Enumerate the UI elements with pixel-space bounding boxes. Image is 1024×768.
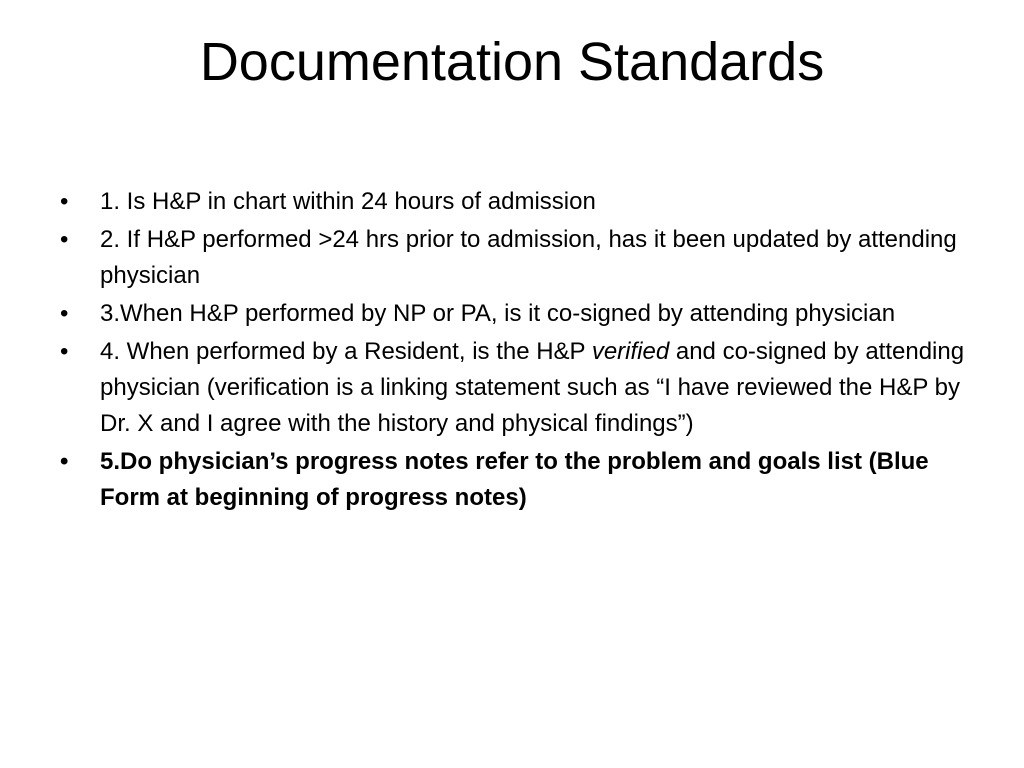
bullet-text	[100, 338, 964, 437]
slide-title: Documentation Standards	[199, 32, 825, 92]
bullet-item-3	[54, 296, 974, 332]
bullet-text: 1. Is H&P in chart within 24 hours of admission	[100, 188, 596, 215]
bullet-list	[54, 184, 974, 518]
bullet-text-start: 4. When performed by a Resident, is the H&P	[100, 338, 592, 365]
bullet-text: 5.Do physician’s progress notes refer to the problem and goals list (Blue Form at beginning of progress notes)	[100, 448, 929, 511]
bullet-marker: •	[60, 300, 69, 327]
bullet-item-2	[54, 222, 974, 294]
bullet-marker: •	[60, 226, 69, 253]
bullet-marker: •	[60, 188, 69, 215]
bullet-marker: •	[60, 448, 69, 475]
bullet-text-end: and co-signed by attending physician (verification is a linking statement such as “I have reviewed the H&P by Dr. X and I agree with the history and physical findings”)	[100, 338, 965, 437]
bullet-item-5	[54, 444, 974, 516]
bullet-text: 2. If H&P performed >24 hrs prior to admission, has it been updated by attending physician	[100, 226, 957, 289]
emphasis-verified: verified	[591, 338, 670, 365]
bullet-item-4	[54, 334, 974, 442]
bullet-marker: •	[60, 338, 69, 365]
bullet-text: 3.When H&P performed by NP or PA, is it co-signed by attending physician	[100, 300, 896, 327]
bullet-item-1	[54, 184, 974, 220]
